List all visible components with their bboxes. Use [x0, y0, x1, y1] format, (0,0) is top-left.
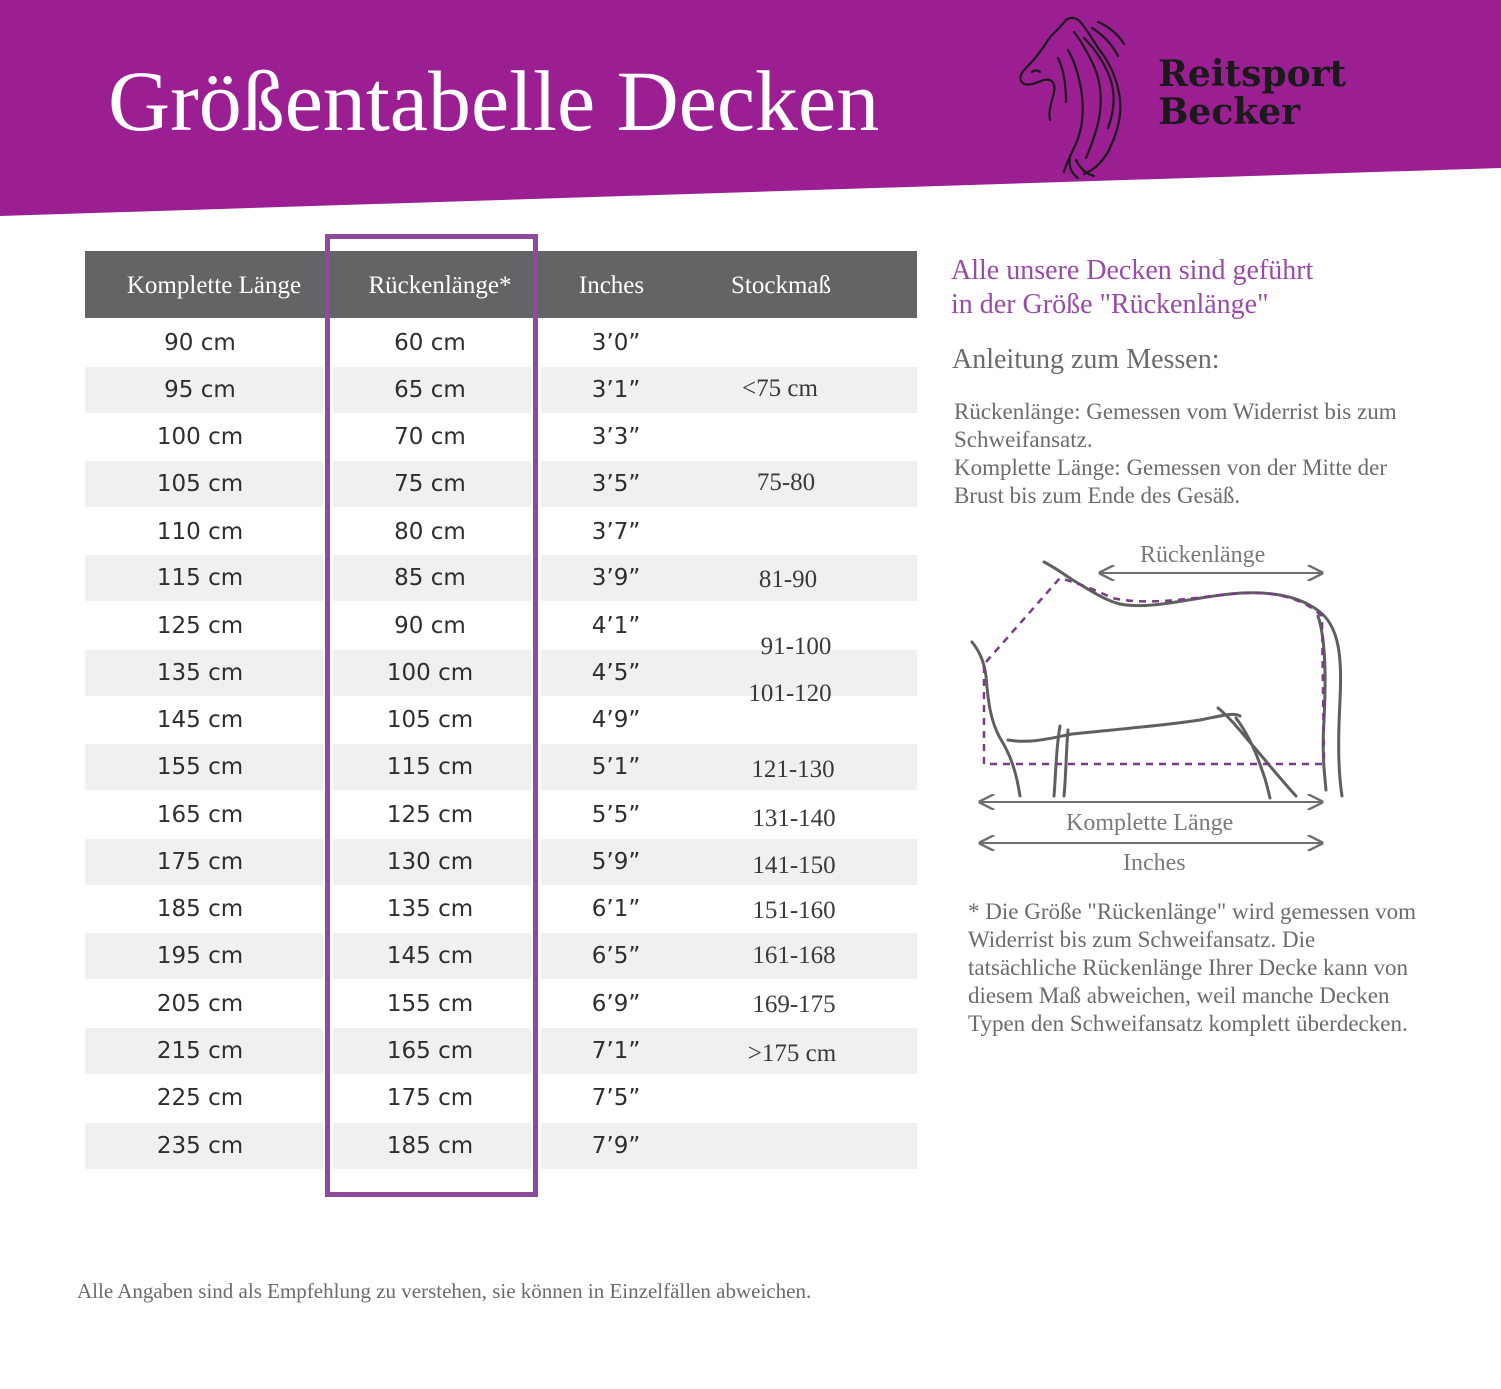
- cell-komplette-laenge: 100 cm: [156, 424, 244, 450]
- cell-inches: 3’9”: [591, 565, 641, 591]
- cell-rueckenlaenge: 60 cm: [394, 330, 466, 356]
- cell-komplette-laenge: 135 cm: [156, 660, 244, 686]
- sizing-note: [951, 254, 1313, 322]
- cell-rueckenlaenge: 155 cm: [386, 991, 474, 1017]
- cell-komplette-laenge: 90 cm: [164, 330, 236, 356]
- cell-inches: 7’5”: [591, 1085, 641, 1111]
- cell-inches: 5’9”: [591, 849, 641, 875]
- stockmass-value: 91-100: [760, 633, 832, 660]
- cell-komplette-laenge: 105 cm: [156, 471, 244, 497]
- cell-rueckenlaenge: 130 cm: [386, 849, 474, 875]
- stockmass-value: <75 cm: [742, 375, 818, 402]
- diagram-label-komplette-laenge: Komplette Länge: [1066, 810, 1234, 836]
- cell-rueckenlaenge: 185 cm: [386, 1133, 474, 1159]
- cell-rueckenlaenge: 165 cm: [386, 1038, 474, 1064]
- cell-rueckenlaenge: 100 cm: [386, 660, 474, 686]
- cell-inches: 3’7”: [591, 519, 641, 545]
- diagram-label-inches: Inches: [1123, 850, 1186, 876]
- stockmass-value: 101-120: [748, 680, 832, 707]
- cell-inches: 5’5”: [591, 802, 641, 828]
- cell-komplette-laenge: 205 cm: [156, 991, 244, 1017]
- cell-inches: 7’9”: [591, 1133, 641, 1159]
- cell-inches: 3’3”: [591, 424, 641, 450]
- cell-komplette-laenge: 145 cm: [156, 707, 244, 733]
- disclaimer: Alle Angaben sind als Empfehlung zu verstehen, sie können in Einzelfällen abweichen.: [77, 1279, 812, 1303]
- measuring-guide-rueckenlaenge: Rückenlänge: Gemessen vom Widerrist bis zum Schweifansatz.: [954, 399, 1397, 452]
- stockmass-value: 131-140: [752, 805, 836, 832]
- sizing-note-line2: in der Größe "Rückenlänge": [951, 289, 1269, 320]
- measuring-guide-komplette-laenge: Komplette Länge: Gemessen von der Mitte der Brust bis zum Ende des Gesäß.: [954, 455, 1388, 508]
- horse-head-icon: [1008, 10, 1148, 180]
- page-title: Größentabelle Decken: [108, 53, 880, 149]
- stockmass-value: 161-168: [752, 942, 836, 969]
- cell-rueckenlaenge: 175 cm: [386, 1085, 474, 1111]
- column-header-komplette-laenge: Komplette Länge: [126, 272, 302, 299]
- cell-inches: 3’1”: [591, 377, 641, 403]
- stockmass-value: >175 cm: [747, 1040, 837, 1067]
- stockmass-value: 81-90: [758, 566, 818, 593]
- cell-komplette-laenge: 185 cm: [156, 896, 244, 922]
- cell-komplette-laenge: 225 cm: [156, 1085, 244, 1111]
- cell-komplette-laenge: 115 cm: [156, 565, 244, 591]
- stockmass-value: 75-80: [756, 469, 816, 496]
- cell-inches: 3’0”: [591, 330, 641, 356]
- cell-rueckenlaenge: 80 cm: [394, 519, 466, 545]
- stockmass-value: 169-175: [752, 991, 836, 1018]
- cell-komplette-laenge: 165 cm: [156, 802, 244, 828]
- cell-rueckenlaenge: 135 cm: [386, 896, 474, 922]
- column-header-stockmass: Stockmaß: [731, 272, 831, 299]
- cell-komplette-laenge: 125 cm: [156, 613, 244, 639]
- cell-komplette-laenge: 235 cm: [156, 1133, 244, 1159]
- cell-rueckenlaenge: 145 cm: [386, 943, 474, 969]
- cell-komplette-laenge: 95 cm: [164, 377, 236, 403]
- cell-inches: 5’1”: [591, 754, 641, 780]
- cell-rueckenlaenge: 65 cm: [394, 377, 466, 403]
- footnote: * Die Größe "Rückenlänge" wird gemessen vom Widerrist bis zum Schweifansatz. Die tatsächliche Rückenlänge Ihrer Decke kann von diesem Maß abweichen, weil manche Decken Typen den Schweifansatz komplett überdecken.: [968, 899, 1416, 1036]
- cell-inches: 4’9”: [591, 707, 641, 733]
- horse-outline-icon: [960, 540, 1360, 890]
- cell-rueckenlaenge: 85 cm: [394, 565, 466, 591]
- cell-inches: 4’5”: [591, 660, 641, 686]
- cell-rueckenlaenge: 115 cm: [386, 754, 474, 780]
- cell-inches: 6’1”: [591, 896, 641, 922]
- cell-rueckenlaenge: 90 cm: [394, 613, 466, 639]
- cell-inches: 6’5”: [591, 943, 641, 969]
- cell-komplette-laenge: 155 cm: [156, 754, 244, 780]
- measuring-guide-title: Anleitung zum Messen:: [952, 344, 1220, 375]
- column-header-rueckenlaenge: Rückenlänge*: [368, 272, 512, 299]
- cell-inches: 3’5”: [591, 471, 641, 497]
- cell-komplette-laenge: 195 cm: [156, 943, 244, 969]
- diagram-label-rueckenlaenge: Rückenlänge: [1140, 542, 1266, 568]
- stockmass-value: 141-150: [752, 852, 836, 879]
- measuring-guide-text: [954, 398, 1434, 510]
- sizing-note-line1: Alle unsere Decken sind geführt: [951, 255, 1314, 286]
- brand-name-line1: Reitsport: [1158, 53, 1347, 95]
- stockmass-value: 151-160: [752, 897, 836, 924]
- cell-inches: 6’9”: [591, 991, 641, 1017]
- cell-inches: 4’1”: [591, 613, 641, 639]
- cell-rueckenlaenge: 125 cm: [386, 802, 474, 828]
- cell-rueckenlaenge: 70 cm: [394, 424, 466, 450]
- cell-komplette-laenge: 215 cm: [156, 1038, 244, 1064]
- cell-inches: 7’1”: [591, 1038, 641, 1064]
- cell-rueckenlaenge: 75 cm: [394, 471, 466, 497]
- cell-komplette-laenge: 175 cm: [156, 849, 244, 875]
- cell-rueckenlaenge: 105 cm: [386, 707, 474, 733]
- column-header-inches: Inches: [578, 272, 645, 299]
- rueckenlaenge-highlight-frame: [325, 234, 538, 1197]
- brand-name-line2: Becker: [1158, 91, 1301, 133]
- cell-komplette-laenge: 110 cm: [156, 519, 244, 545]
- stockmass-value: 121-130: [751, 756, 835, 783]
